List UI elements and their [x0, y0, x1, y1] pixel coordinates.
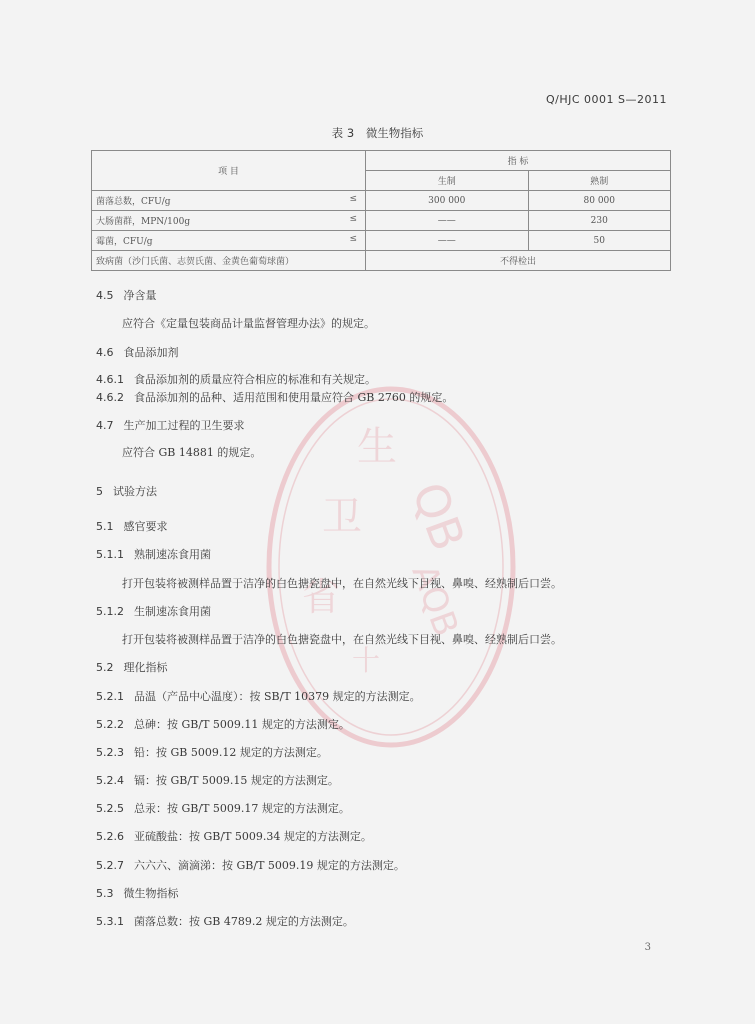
row-item: 大肠菌群，MPN/100g [96, 217, 191, 227]
row-raw: —— [366, 231, 529, 251]
clause: 5.2.3 铅：按 GB 5009.12 规定的方法测定。 [96, 746, 328, 759]
section-heading: 5.1.2 生制速冻食用菌 [96, 605, 211, 618]
row-cooked: 80 000 [528, 191, 670, 211]
section-heading: 4.6 食品添加剂 [96, 346, 179, 359]
svg-text:卫: 卫 [322, 494, 362, 540]
paragraph: 打开包装将被测样品置于洁净的白色搪瓷盘中，在自然光线下目视、鼻嗅、经熟制后口尝。 [122, 577, 562, 590]
document-code: Q/HJC 0001 S—2011 [545, 93, 667, 106]
svg-text:AQB: AQB [403, 559, 467, 642]
page-number: 3 [644, 942, 651, 953]
header-cooked: 熟制 [528, 171, 670, 191]
table-row [92, 211, 671, 231]
paragraph: 应符合《定量包装商品计量监督管理办法》的规定。 [122, 317, 375, 330]
section-heading: 4.7 生产加工过程的卫生要求 [96, 419, 245, 432]
table-row [92, 231, 671, 251]
clause: 4.6.1 食品添加剂的质量应符合相应的标准和有关规定。 [96, 373, 376, 386]
svg-text:QB: QB [401, 475, 476, 558]
section-heading: 5.1 感官要求 [96, 520, 168, 533]
row-raw: —— [366, 211, 529, 231]
clause: 4.6.2 食品添加剂的品种、适用范围和使用量应符合 GB 2760 的规定。 [96, 391, 454, 404]
row-symbol: ≤ [349, 234, 357, 244]
header-raw: 生制 [366, 171, 529, 191]
table-row [92, 191, 671, 211]
clause: 5.2.5 总汞：按 GB/T 5009.17 规定的方法测定。 [96, 802, 350, 815]
table-header-row [92, 151, 671, 171]
section-heading: 4.5 净含量 [96, 289, 157, 302]
paragraph: 应符合 GB 14881 的规定。 [122, 446, 262, 459]
row-item: 霉菌，CFU/g [96, 237, 153, 247]
row-merged-value: 不得检出 [366, 251, 671, 271]
row-raw: 300 000 [366, 191, 529, 211]
row-symbol: ≤ [349, 214, 357, 224]
row-cooked: 50 [528, 231, 670, 251]
clause: 5.2.4 镉：按 GB/T 5009.15 规定的方法测定。 [96, 774, 339, 787]
section-heading: 5.3 微生物指标 [96, 887, 179, 900]
header-item: 项 目 [92, 151, 366, 191]
clause: 5.2.7 六六六、滴滴涕：按 GB/T 5009.19 规定的方法测定。 [96, 859, 405, 872]
microbiology-table [91, 150, 671, 271]
row-symbol: ≤ [349, 194, 357, 204]
section-heading: 5 试验方法 [96, 485, 157, 498]
section-heading: 5.1.1 熟制速冻食用菌 [96, 548, 211, 561]
clause: 5.2.1 品温（产品中心温度）：按 SB/T 10379 规定的方法测定。 [96, 690, 421, 703]
table-row [92, 251, 671, 271]
table-caption [0, 125, 755, 141]
row-cooked: 230 [528, 211, 670, 231]
section-heading: 5.2 理化指标 [96, 661, 168, 674]
clause: 5.2.2 总砷：按 GB/T 5009.11 规定的方法测定。 [96, 718, 350, 731]
row-item: 致病菌（沙门氏菌、志贺氏菌、金黄色葡萄球菌） [92, 251, 366, 271]
header-index: 指 标 [366, 151, 671, 171]
table-caption-title: 微生物指标 [365, 126, 424, 140]
row-item: 菌落总数，CFU/g [96, 197, 171, 207]
paragraph: 打开包装将被测样品置于洁净的白色搪瓷盘中，在自然光线下目视、鼻嗅、经熟制后口尝。 [122, 633, 562, 646]
clause: 5.2.6 亚硫酸盐：按 GB/T 5009.34 规定的方法测定。 [96, 830, 372, 843]
svg-text:生: 生 [357, 424, 397, 470]
svg-text:省: 省 [302, 575, 341, 619]
clause: 5.3.1 菌落总数：按 GB 4789.2 规定的方法测定。 [96, 915, 354, 928]
svg-text:十: 十 [352, 644, 381, 677]
table-caption-number: 表 3 [331, 126, 355, 140]
